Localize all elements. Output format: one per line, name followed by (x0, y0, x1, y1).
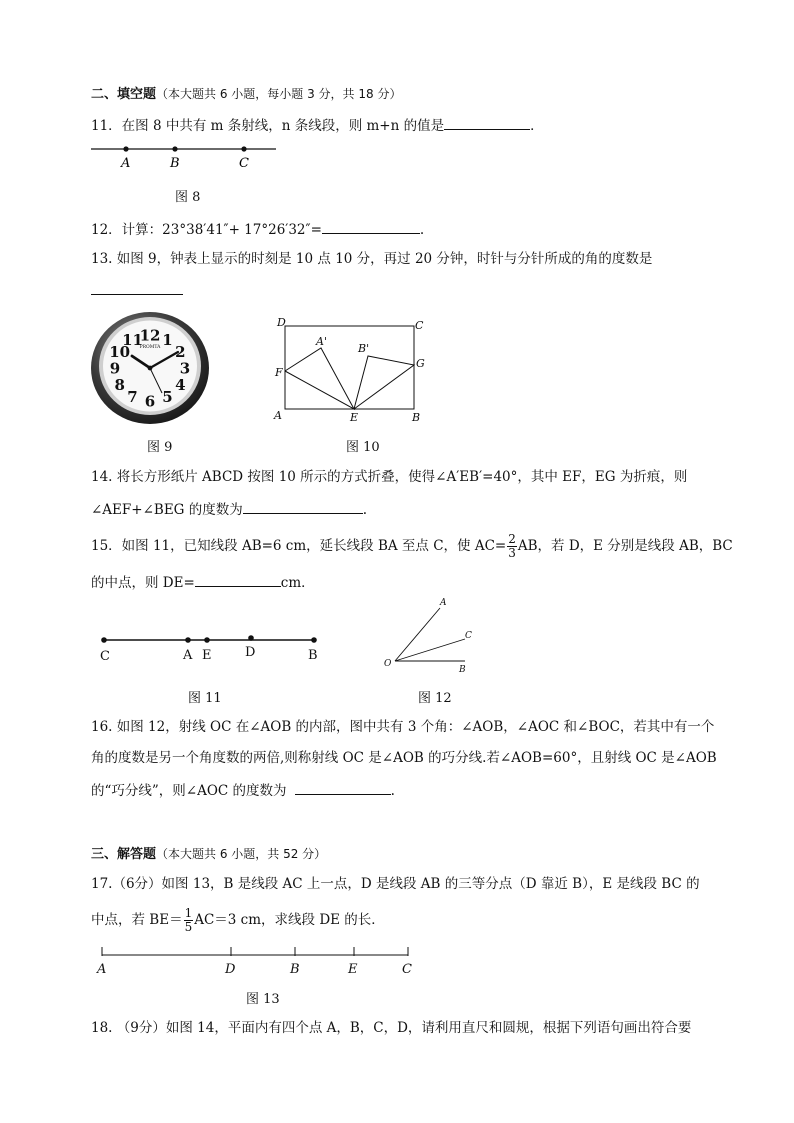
question-15-line2 (91, 572, 315, 592)
fig10-label-d: D (277, 316, 286, 329)
fig10-rectangle (285, 326, 414, 409)
q15-text: 15．如图 11，已知线段 AB=6 cm，延长线段 BA 至点 C，使 AC= (91, 538, 507, 554)
answer-blank-q16 (295, 780, 391, 795)
clock-figure (88, 308, 216, 426)
figure-10 (268, 314, 438, 426)
question-16-line3 (91, 780, 395, 800)
clock-numeral-7: 7 (127, 388, 138, 407)
fig11-label-e: E (202, 648, 212, 663)
q14-end: . (362, 502, 368, 518)
question-17-line1: 17.（6分）如图 13，B 是线段 AC 上一点，D 是线段 AB 的三等分点（D 靠近 B），E 是线段 BC 的 (91, 876, 700, 892)
fig12-ray-oa (395, 608, 440, 661)
clock-numeral-4: 4 (175, 376, 186, 394)
q16-text: 的“巧分线”，则∠AOC 的度数为 (91, 783, 287, 799)
clock-numeral-8: 8 (114, 376, 125, 394)
fig11-label-c: C (100, 649, 110, 664)
question-15-line1 (91, 533, 733, 560)
fig10-label-e: E (350, 411, 359, 424)
answer-blank-q13 (91, 280, 183, 295)
section2-heading (91, 83, 401, 102)
fig11-label-a: A (183, 648, 193, 663)
q15-frac-num: 2 (508, 532, 516, 546)
fig10-fold-left (285, 348, 354, 409)
fig10-label-a-prime: A' (316, 335, 327, 348)
fig13-label-a: A (97, 962, 107, 977)
clock-numeral-11: 11 (122, 330, 143, 349)
clock-numeral-12: 12 (139, 326, 161, 345)
answer-blank-q14 (243, 499, 363, 514)
fig8-label-c: C (239, 156, 249, 171)
clock-numeral-9: 9 (109, 359, 121, 378)
section2-note: （本大题共 6 小题，每小题 3 分，共 18 分） (156, 87, 402, 101)
section3-heading (91, 843, 326, 862)
section2-title: 二、填空题 (91, 87, 157, 102)
question-18: 18. （9分）如图 14，平面内有四个点 A，B，C，D，请利用直尺和圆规，根据下列语句画出符合要 (91, 1020, 692, 1036)
question-16-line2: 角的度数是另一个角度数的两倍,则称射线 OC 是∠AOB 的巧分线.若∠AOB=60°，且射线 OC 是∠AOB (91, 750, 717, 766)
fig10-label-g: G (416, 357, 425, 370)
fig12-ray-oc (395, 639, 465, 661)
fig12-label-o: O (384, 659, 392, 669)
figure-8 (88, 140, 288, 172)
clock-numeral-2: 2 (175, 343, 186, 361)
fig10-label-b: B (412, 411, 421, 424)
q15-text2: 的中点，则 DE= (91, 575, 195, 591)
section3-title: 三、解答题 (91, 847, 157, 862)
question-11 (91, 115, 544, 135)
question-12 (91, 219, 424, 239)
fig8-caption: 图 8 (175, 190, 201, 205)
figure-11 (96, 630, 326, 664)
section3-note: （本大题共 6 小题，共 52 分） (156, 847, 327, 861)
clock-numeral-1: 1 (162, 330, 173, 349)
fig13-label-e: E (348, 962, 358, 977)
fig12-label-c: C (465, 631, 472, 641)
figure-12 (380, 594, 480, 676)
fig8-point-a (123, 146, 128, 151)
clock-center (148, 366, 153, 371)
q15-text-after: AB，若 D，E 分别是线段 AB，BC (517, 538, 733, 554)
fig11-point-a (185, 637, 191, 643)
q15-frac-den: 3 (508, 546, 516, 560)
fig10-caption: 图 10 (346, 440, 380, 455)
fig11-point-d (248, 635, 254, 641)
fig13-caption: 图 13 (246, 992, 280, 1007)
fig12-caption: 图 12 (418, 691, 452, 706)
answer-blank-q12 (322, 219, 420, 234)
q12-end: . (419, 222, 425, 238)
q15-fraction (507, 533, 517, 560)
q17-frac-num: 1 (184, 906, 193, 920)
question-17-line2 (91, 907, 385, 934)
fig11-label-d: D (245, 645, 256, 660)
clock-numeral-10: 10 (109, 343, 131, 361)
fig13-label-c: C (402, 962, 412, 977)
q12-text: 12．计算：23°38′41″+ 17°26′32″= (91, 222, 322, 238)
question-16-line1: 16. 如图 12，射线 OC 在∠AOB 的内部，图中共有 3 个角：∠AOB，∠AOC 和∠BOC，若其中有一个 (91, 719, 715, 735)
question-13: 13. 如图 9，钟表上显示的时刻是 10 点 10 分，再过 20 分钟，时针与分针所成的角的度数是 (91, 251, 653, 267)
q17-frac-den: 5 (184, 920, 193, 934)
fig10-fold-right (354, 356, 414, 409)
fig9-caption: 图 9 (147, 440, 173, 455)
fig10-label-b-prime: B' (358, 342, 370, 355)
q15-end: cm． (280, 575, 315, 591)
clock-brand: PROMTA (139, 345, 161, 350)
q17-text-after: AC＝3 cm，求线段 DE 的长． (194, 912, 385, 928)
answer-blank-q15 (195, 572, 281, 587)
q11-text: 11．在图 8 中共有 m 条射线，n 条线段，则 m+n 的值是 (91, 118, 445, 134)
question-14-line1: 14. 将长方形纸片 ABCD 按图 10 所示的方式折叠，使得∠A′EB′=40°，其中 EF，EG 为折痕，则 (91, 469, 688, 485)
clock-numeral-6: 6 (144, 392, 156, 411)
fig12-label-b: B (459, 665, 466, 675)
fig11-point-e (204, 637, 210, 643)
q11-end: ． (530, 118, 544, 134)
fig8-label-a: A (121, 156, 131, 171)
fig11-caption: 图 11 (188, 691, 222, 706)
q14-text: ∠AEF+∠BEG 的度数为 (91, 502, 243, 518)
clock-numeral-3: 3 (179, 359, 191, 378)
fig10-label-c: C (415, 319, 424, 332)
figure-13 (90, 944, 420, 980)
fig12-label-a: A (440, 598, 447, 608)
fig8-point-b (172, 146, 177, 151)
fig13-label-d: D (225, 962, 236, 977)
fig8-label-b: B (170, 156, 180, 171)
fig13-label-b: B (290, 962, 300, 977)
answer-blank-q11 (444, 115, 530, 130)
question-14-line2 (91, 499, 367, 519)
fig11-point-b (311, 637, 317, 643)
clock-numeral-5: 5 (162, 388, 173, 407)
fig10-label-f: F (275, 366, 283, 379)
fig11-point-c (101, 637, 107, 643)
q16-end: . (390, 783, 395, 799)
q17-text: 中点，若 BE＝ (91, 912, 183, 928)
fig8-point-c (241, 146, 246, 151)
fig11-label-b: B (308, 648, 318, 663)
q17-fraction (184, 907, 194, 934)
fig10-label-a: A (274, 409, 282, 422)
